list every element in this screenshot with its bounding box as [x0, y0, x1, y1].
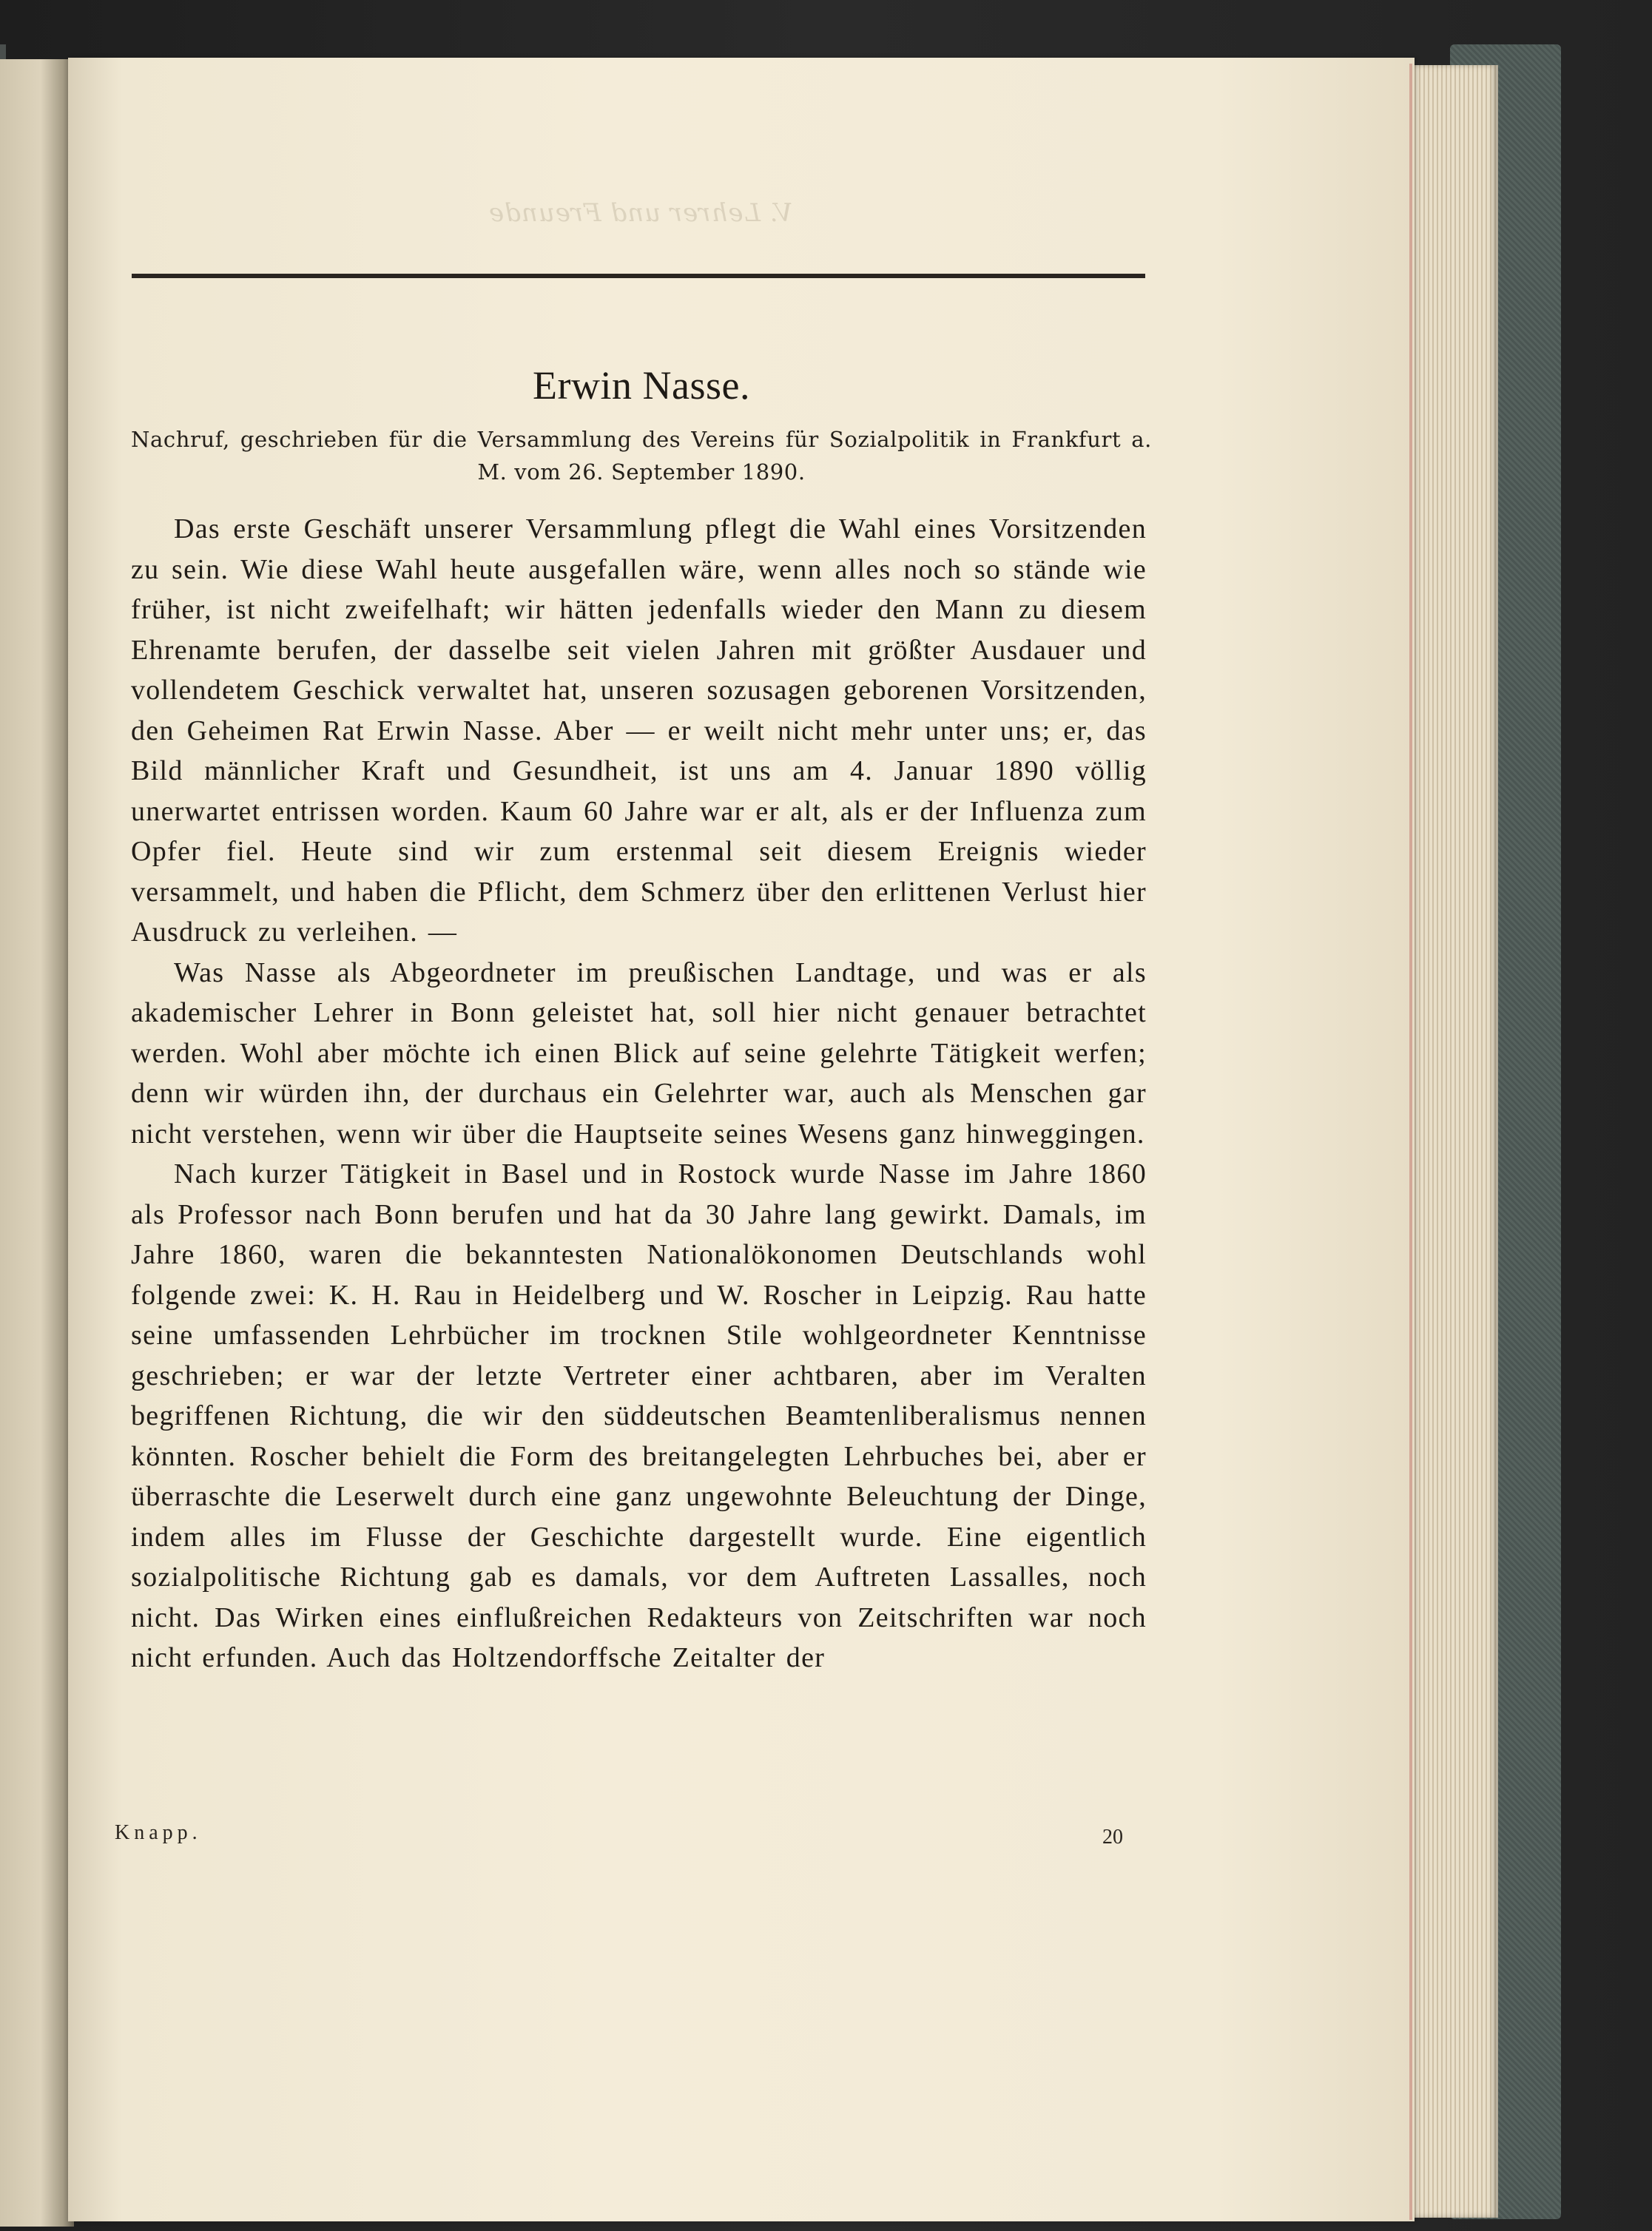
- show-through-running-header: V. Lehrer und Freunde: [488, 198, 793, 228]
- header-rule: [132, 274, 1145, 278]
- paragraph: Was Nasse als Abgeordneter im preußischen Landtage, und was er als akademischer Lehrer in Bonn geleistet hat, soll hier nicht genauer betrachtet werden. Wohl aber möchte ich einen Blick auf seine gelehrte Tätigkeit werfen; denn wir würden ihn, der durchaus ein Gelehrter war, auch als Menschen gar nicht verstehen, wenn wir über die Hauptseite seines Wesens ganz hinweggingen.: [131, 956, 1147, 1150]
- page-edge-stain: [1409, 64, 1412, 2220]
- paragraph: Nach kurzer Tätigkeit in Basel und in Rostock wurde Nasse im Jahre 1860 als Professor nach Bonn berufen und hat da 30 Jahre lang gewirkt. Damals, im Jahre 1860, waren die bekanntesten Nationalökonomen Deutschlands wohl folgende zwei: K. H. Rau in Heidelberg und W. Roscher in Leipzig. Rau hatte seine umfassenden Lehrbücher im trocknen Stile wohlgeordneter Kenntnisse geschrieben; er war der letzte Vertreter einer achtbaren, aber im Veralten begriffenen Richtung, die wir den süddeutschen Beamtenliberalismus nennen könnten. Roscher behielt die Form des breitangelegten Lehrbuches bei, aber er überraschte die Leserwelt durch eine ganz ungewohnte Beleuchtung der Dinge, indem alles im Flusse der Geschichte dargestellt wurde. Eine eigentlich sozialpolitische Richtung gab es damals, vor dem Auftreten Lassalles, noch nicht. Das Wirken eines einflußreichen Redakteurs von Zeitschriften war noch nicht erfunden. Auch das Holtzendorffsche Zeitalter der: [131, 1158, 1147, 1673]
- signature-mark: Knapp.: [115, 1821, 202, 1844]
- left-page-fragment: [0, 59, 74, 2227]
- body-text: [131, 509, 1147, 1678]
- page-number: 20: [1102, 1826, 1123, 1849]
- page-subtitle: Nachruf, geschrieben für die Versammlung des Vereins für Sozialpolitik in Frankfurt a. M. vom 26. September 1890.: [131, 427, 1152, 485]
- page-title: Erwin Nasse.: [533, 363, 750, 408]
- paragraph: Das erste Geschäft unserer Versammlung pflegt die Wahl eines Vorsitzenden zu sein. Wie diese Wahl heute ausgefallen wäre, wenn alles noch so stände wie früher, ist nicht zweifelhaft; wir hätten jedenfalls wieder den Mann zu diesem Ehrenamte berufen, der dasselbe seit vielen Jahren mit größter Ausdauer und vollendetem Geschick verwaltet hat, unseren sozusagen geborenen Vorsitzenden, den Geheimen Rat Erwin Nasse. Aber — er weilt nicht mehr unter uns; er, das Bild männlicher Kraft und Gesundheit, ist uns am 4. Januar 1890 völlig unerwartet entrissen worden. Kaum 60 Jahre war er alt, als er der Influenza zum Opfer fiel. Heute sind wir zum erstenmal seit diesem Ereignis wieder versammelt, und haben die Pflicht, dem Schmerz über den erlittenen Verlust hier Ausdruck zu verleihen. —: [131, 513, 1147, 948]
